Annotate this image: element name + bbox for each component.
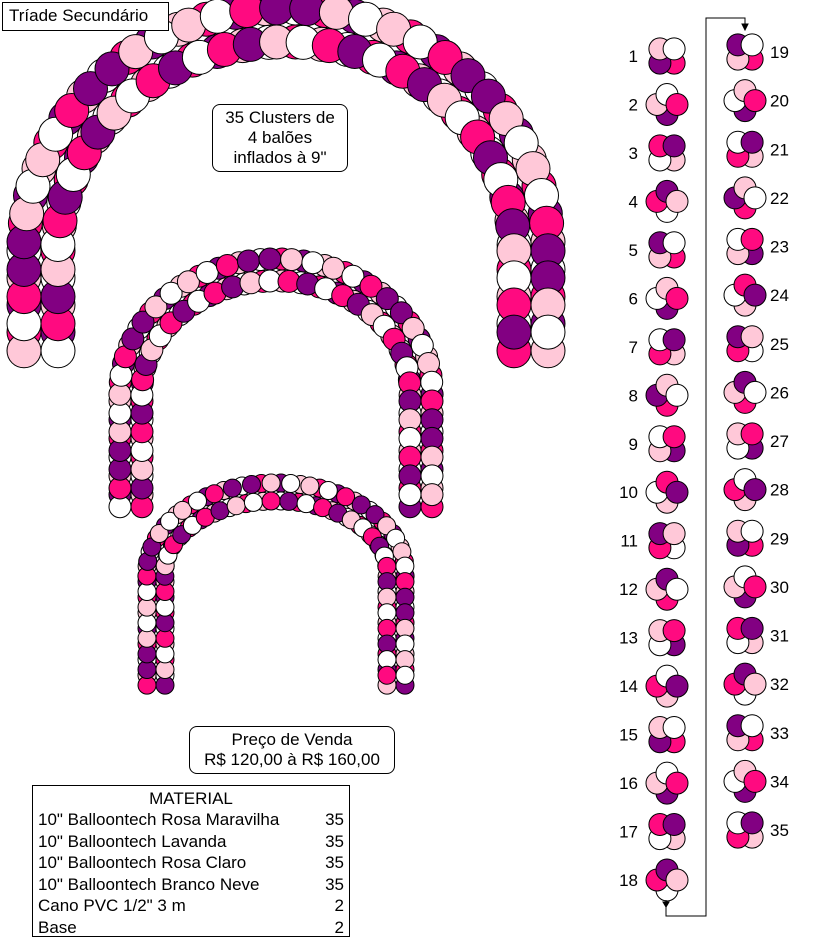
material-item xyxy=(38,852,344,874)
cluster-balloon xyxy=(666,869,688,891)
cluster-icon xyxy=(649,620,685,656)
cluster-icon xyxy=(727,34,763,70)
cluster-icon xyxy=(724,177,766,219)
cluster-number: 33 xyxy=(770,723,789,743)
cluster-number: 32 xyxy=(770,675,789,695)
material-item-name: 10" Balloontech Branco Neve xyxy=(38,874,260,894)
arch-balloon xyxy=(196,262,218,284)
cluster-number: 2 xyxy=(628,95,638,115)
balloon-arch xyxy=(138,474,414,694)
cluster-number: 29 xyxy=(770,529,789,549)
cluster-balloon xyxy=(666,481,688,503)
cluster-number: 34 xyxy=(770,772,789,792)
cluster-number: 14 xyxy=(619,677,638,697)
cluster-balloon xyxy=(741,520,763,542)
cluster-number: 10 xyxy=(619,483,638,503)
material-item-qty: 35 xyxy=(325,831,344,851)
cluster-number: 8 xyxy=(628,386,638,406)
material-list xyxy=(32,785,350,937)
arch-balloon xyxy=(281,249,303,271)
cluster-icon xyxy=(724,371,766,413)
cluster-balloon xyxy=(663,135,685,157)
arch-balloon xyxy=(244,493,262,511)
cluster-icon xyxy=(649,814,685,850)
cluster-number: 30 xyxy=(770,577,789,597)
cluster-balloon xyxy=(666,384,688,406)
material-item xyxy=(38,874,344,896)
cluster-balloon xyxy=(663,523,685,545)
cluster-balloon xyxy=(744,479,766,501)
cluster-icon xyxy=(727,423,763,459)
cluster-icon xyxy=(646,762,688,804)
cluster-balloon xyxy=(666,190,688,212)
arch-balloon xyxy=(216,255,238,277)
info-line-3: inflados à 9" xyxy=(233,148,327,167)
cluster-number: 17 xyxy=(619,822,638,842)
info-line-1: 35 Clusters de xyxy=(225,108,335,127)
cluster-balloon xyxy=(663,620,685,642)
cluster-number: 22 xyxy=(770,188,789,208)
cluster-balloon xyxy=(663,232,685,254)
cluster-number: 5 xyxy=(628,240,638,260)
cluster-icon xyxy=(727,812,763,848)
cluster-icon xyxy=(724,566,766,608)
arch-balloon xyxy=(322,257,344,279)
cluster-icon xyxy=(649,329,685,365)
cluster-number: 23 xyxy=(770,237,789,257)
material-item-name: 10" Balloontech Lavanda xyxy=(38,831,227,851)
cluster-balloon xyxy=(663,329,685,351)
cluster-icon xyxy=(646,180,688,222)
arch-balloon xyxy=(396,666,414,684)
cluster-icon xyxy=(646,568,688,610)
cluster-icon xyxy=(649,523,685,559)
cluster-balloon xyxy=(666,94,688,116)
page-title: Tríade Secundário xyxy=(2,2,169,31)
cluster-balloon xyxy=(666,578,688,600)
cluster-icon xyxy=(727,617,763,653)
cluster-icon xyxy=(724,663,766,705)
cluster-balloon xyxy=(663,814,685,836)
cluster-icon xyxy=(649,426,685,462)
arch-balloon xyxy=(531,315,565,349)
arch-balloon xyxy=(319,482,337,500)
cluster-icon xyxy=(724,469,766,511)
arch-balloon xyxy=(282,475,300,493)
cluster-balloon xyxy=(741,34,763,56)
cluster-balloon xyxy=(744,284,766,306)
cluster-icon xyxy=(727,520,763,556)
arch-balloon xyxy=(227,497,245,515)
material-item-name: 10" Balloontech Rosa Maravilha xyxy=(38,810,280,829)
cluster-icon xyxy=(649,717,685,753)
cluster-icon xyxy=(646,374,688,416)
arch-balloon xyxy=(189,492,207,510)
arch-balloon xyxy=(302,252,324,274)
cluster-number: 24 xyxy=(770,286,789,306)
cluster-icon xyxy=(727,131,763,167)
material-item-qty: 35 xyxy=(325,874,344,894)
price-value: R$ 120,00 à R$ 160,00 xyxy=(204,750,380,769)
cluster-balloon xyxy=(744,187,766,209)
material-item xyxy=(38,895,344,917)
cluster-icon xyxy=(724,760,766,802)
arch-balloon xyxy=(237,250,259,272)
material-item-name: 10" Balloontech Rosa Claro xyxy=(38,853,247,872)
cluster-number: 28 xyxy=(770,480,789,500)
cluster-number: 6 xyxy=(628,289,638,309)
material-item xyxy=(38,809,344,831)
cluster-sequence xyxy=(619,34,789,901)
arch-balloon xyxy=(297,495,315,513)
cluster-balloon xyxy=(666,772,688,794)
cluster-number: 16 xyxy=(619,774,638,794)
cluster-number: 35 xyxy=(770,821,789,840)
cluster-number: 31 xyxy=(770,626,789,646)
cluster-icon xyxy=(727,715,763,751)
cluster-icon xyxy=(646,84,688,126)
material-item-qty: 2 xyxy=(334,917,344,937)
cluster-icon xyxy=(649,38,685,74)
cluster-balloon xyxy=(741,326,763,348)
cluster-number: 7 xyxy=(628,337,638,357)
price-label: Preço de Venda xyxy=(231,730,353,749)
arch-balloon xyxy=(378,666,396,684)
cluster-balloon xyxy=(744,90,766,112)
cluster-number: 12 xyxy=(619,580,638,600)
arrow-down-icon xyxy=(742,24,748,30)
cluster-number: 19 xyxy=(770,43,789,62)
cluster-number: 26 xyxy=(770,383,789,403)
cluster-number: 13 xyxy=(619,628,638,648)
cluster-icon xyxy=(649,232,685,268)
arch-balloon xyxy=(301,477,319,495)
arch-balloon xyxy=(243,476,261,494)
balloon-arch xyxy=(7,0,565,368)
cluster-icon xyxy=(646,859,688,901)
cluster-balloon xyxy=(741,131,763,153)
cluster-balloon xyxy=(666,675,688,697)
arch-balloon xyxy=(223,479,241,497)
arch-balloon xyxy=(421,484,443,506)
cluster-balloon xyxy=(744,381,766,403)
cluster-number: 9 xyxy=(628,434,638,454)
arch-balloon xyxy=(497,315,531,349)
arch-balloon xyxy=(399,484,421,506)
cluster-number: 21 xyxy=(770,140,789,160)
cluster-icon xyxy=(724,274,766,316)
cluster-balloon xyxy=(741,715,763,737)
material-item-name: Cano PVC 1/2" 3 m xyxy=(38,896,186,915)
material-item-qty: 35 xyxy=(325,853,344,872)
cluster-number: 1 xyxy=(628,47,638,66)
cluster-balloon xyxy=(744,770,766,792)
cluster-icon xyxy=(649,135,685,171)
cluster-number: 11 xyxy=(620,531,638,551)
cluster-number: 18 xyxy=(619,871,638,890)
cluster-icon xyxy=(646,277,688,319)
arch-balloon xyxy=(262,492,280,510)
info-line-2: 4 balões xyxy=(247,128,313,147)
cluster-balloon xyxy=(741,812,763,834)
price-box xyxy=(189,726,395,774)
arch-balloon xyxy=(200,0,234,33)
arch-balloon xyxy=(211,502,229,520)
arch-balloon xyxy=(319,0,353,29)
arch-balloon xyxy=(205,485,223,503)
cluster-number: 27 xyxy=(770,432,789,451)
cluster-number: 3 xyxy=(628,143,638,163)
cluster-balloon xyxy=(744,673,766,695)
cluster-balloon xyxy=(663,717,685,739)
material-item-name: Base xyxy=(38,917,77,937)
arch-balloon xyxy=(280,492,298,510)
cluster-number: 20 xyxy=(770,91,789,111)
cluster-icon xyxy=(727,326,763,362)
material-item xyxy=(38,917,344,939)
arch-balloon xyxy=(259,248,281,270)
arrow-down-icon xyxy=(663,902,669,907)
material-item-qty: 2 xyxy=(334,896,344,915)
cluster-balloon xyxy=(666,287,688,309)
material-title: MATERIAL xyxy=(149,789,233,808)
cluster-balloon xyxy=(741,228,763,250)
cluster-balloon xyxy=(744,576,766,598)
cluster-number: 25 xyxy=(770,334,789,354)
cluster-number: 15 xyxy=(619,725,638,745)
cluster-icon xyxy=(646,665,688,707)
cluster-balloon xyxy=(741,423,763,445)
cluster-number: 4 xyxy=(628,192,638,212)
cluster-balloon xyxy=(741,617,763,639)
arch-balloon xyxy=(262,474,280,492)
material-item-qty: 35 xyxy=(325,810,344,829)
cluster-balloon xyxy=(663,38,685,60)
cluster-icon xyxy=(646,471,688,513)
cluster-icon xyxy=(724,80,766,122)
cluster-icon xyxy=(727,228,763,264)
cluster-balloon xyxy=(663,426,685,448)
cluster-info-label xyxy=(212,104,348,172)
material-item xyxy=(38,831,344,853)
